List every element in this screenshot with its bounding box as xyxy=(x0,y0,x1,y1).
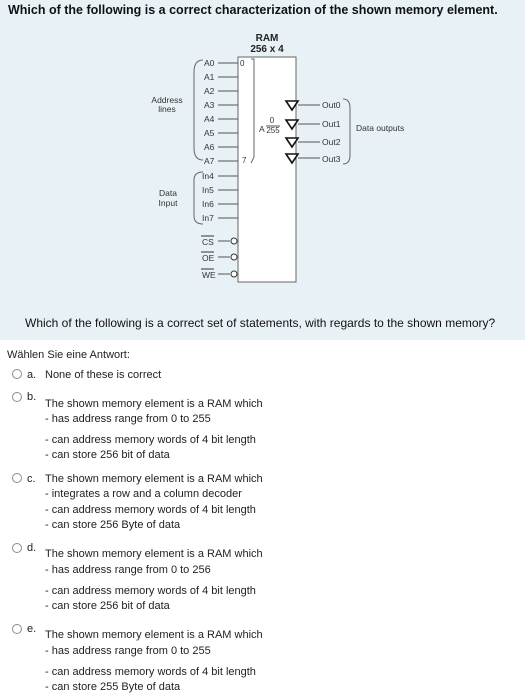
option-d-line-3: - can address memory words of 4 bit length xyxy=(45,585,256,597)
output-out2: Out2 xyxy=(322,137,341,147)
address-pin-a4: A4 xyxy=(204,114,215,124)
option-c-letter: c. xyxy=(27,473,36,485)
bracket-top-label: 0 xyxy=(240,59,245,68)
option-a-text[interactable]: None of these is correct xyxy=(45,369,162,381)
address-pin-a2: A2 xyxy=(204,86,215,96)
option-d-line-2: - has address range from 0 to 256 xyxy=(45,564,211,576)
control-pin-oe: OE xyxy=(202,253,215,263)
option-c-line-2: - integrates a row and a column decoder xyxy=(45,488,242,500)
option-b-radio[interactable] xyxy=(12,392,22,402)
option-d-radio[interactable] xyxy=(12,543,22,553)
address-range-prefix: A xyxy=(259,124,265,134)
question-title: Which of the following is a correct characterization of the shown memory element. xyxy=(8,3,498,17)
output-out0: Out0 xyxy=(322,100,341,110)
option-c-line-1[interactable]: The shown memory element is a RAM which xyxy=(45,473,263,485)
data-in-pin-in7: In7 xyxy=(202,213,214,223)
address-pin-a1: A1 xyxy=(204,72,215,82)
data-in-pin-in5: In5 xyxy=(202,185,214,195)
data-input-label-1: Data xyxy=(159,188,177,198)
chip-title-ram: RAM xyxy=(255,33,279,44)
data-input-label-2: Input xyxy=(158,198,178,208)
question-box xyxy=(0,0,525,340)
option-e-line-2: - has address range from 0 to 255 xyxy=(45,645,211,657)
address-pin-a6: A6 xyxy=(204,142,215,152)
option-e-letter: e. xyxy=(27,623,37,635)
option-b-line-4: - can store 256 bit of data xyxy=(45,449,170,461)
answer-prompt: Wählen Sie eine Antwort: xyxy=(7,349,130,361)
option-e-line-3: - can address memory words of 4 bit length xyxy=(45,666,256,678)
control-pin-cs: CS xyxy=(202,237,214,247)
option-e-line-4: - can store 255 Byte of data xyxy=(45,681,181,693)
option-d-line-1[interactable]: The shown memory element is a RAM which xyxy=(45,548,263,560)
data-input-pin-group xyxy=(218,176,238,218)
option-c-radio[interactable] xyxy=(12,473,22,483)
bracket-bottom-label: 7 xyxy=(242,156,247,165)
address-range-bottom: 255 xyxy=(266,126,280,135)
address-pin-a3: A3 xyxy=(204,100,215,110)
address-range-top: 0 xyxy=(269,116,275,125)
option-b-line-2: - has address range from 0 to 255 xyxy=(45,413,211,425)
ram-chip-body xyxy=(238,57,296,282)
address-label-2: lines xyxy=(158,104,176,114)
output-out3: Out3 xyxy=(322,154,341,164)
address-pin-a7: A7 xyxy=(204,156,215,166)
data-in-pin-in4: In4 xyxy=(202,171,214,181)
chip-title-size: 256 x 4 xyxy=(250,44,284,55)
ram-diagram xyxy=(0,0,525,340)
address-pin-group xyxy=(218,63,238,161)
option-a-radio[interactable] xyxy=(12,369,22,379)
subquestion-text: Which of the following is a correct set of statements, with regards to the shown memory? xyxy=(25,316,496,330)
option-c-line-3: - can address memory words of 4 bit length xyxy=(45,504,256,516)
option-b-letter: b. xyxy=(27,391,37,403)
control-pin-we: WE xyxy=(202,270,216,280)
option-e-line-1[interactable]: The shown memory element is a RAM which xyxy=(45,629,263,641)
data-outputs-label: Data outputs xyxy=(356,123,405,133)
option-d-line-4: - can store 256 bit of data xyxy=(45,600,170,612)
address-label-1: Address xyxy=(151,95,183,105)
address-brace xyxy=(194,60,203,160)
data-in-pin-in6: In6 xyxy=(202,199,214,209)
option-d-letter: d. xyxy=(27,542,37,554)
option-e-radio[interactable] xyxy=(12,624,22,634)
address-pin-a5: A5 xyxy=(204,128,215,138)
address-pin-a0: A0 xyxy=(204,58,215,68)
option-c-line-4: - can store 256 Byte of data xyxy=(45,519,181,531)
output-out1: Out1 xyxy=(322,119,341,129)
option-a-letter: a. xyxy=(27,369,37,381)
output-brace xyxy=(343,99,350,164)
option-b-line-3: - can address memory words of 4 bit length xyxy=(45,434,256,446)
option-b-line-1[interactable]: The shown memory element is a RAM which xyxy=(45,398,263,410)
